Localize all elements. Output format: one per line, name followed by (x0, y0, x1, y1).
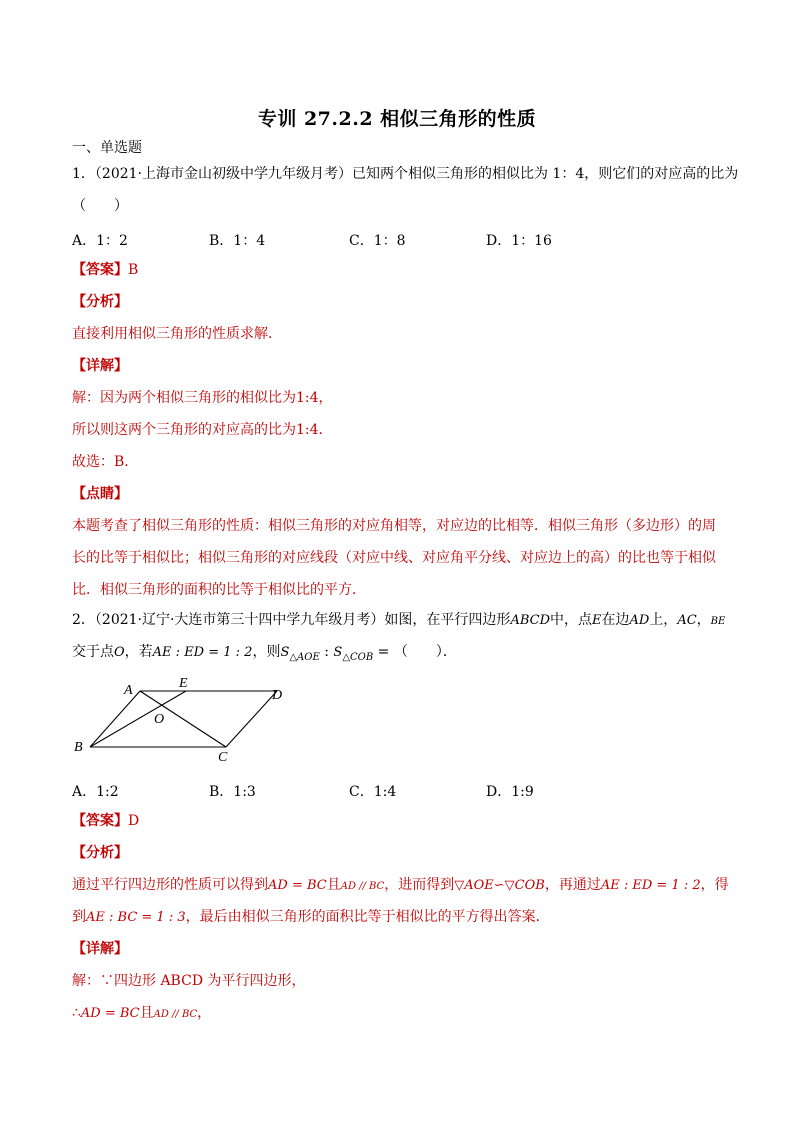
q2-stem-line2 (72, 644, 732, 666)
section-heading: 一、单选题 (72, 140, 142, 156)
q2-analysis-similar: ▽AOE∽▽COB (454, 878, 545, 893)
q1-comment-line2: 长的比等于相似比；相似三角形的对应线段（对应中线、对应角平分线、对应边上的高）的比也等于相似 (72, 550, 716, 566)
q2-stem-ad: AD (629, 613, 650, 628)
q2-option-b: B．1:3 (209, 784, 256, 800)
q2-detail-line2 (72, 1005, 732, 1023)
q2-stem-sub1: △AOE (289, 651, 320, 663)
q2-analysis-text-a: 通过平行四边形的性质可以得到 (72, 877, 268, 893)
q2-analysis-text-f: 到 (72, 909, 86, 925)
q2-answer (72, 813, 732, 829)
q2-analysis-ratio: AE : ED = 1 : 2 (600, 878, 701, 893)
segment-be (90, 691, 186, 747)
q2-stem-ratio: AE : ED = 1 : 2 (152, 645, 253, 660)
q2-stem-text-a: 2．（2021·辽宁·大连市第三十四中学九年级月考）如图，在平行四边形 (72, 612, 511, 628)
q2-detail-eq: AD = BC (80, 1006, 140, 1021)
q2-stem-comma: ， (696, 612, 711, 628)
label-o: O (154, 712, 165, 727)
q1-analysis-text: 直接利用相似三角形的性质求解． (72, 326, 282, 342)
q1-comment-label: 【点睛】 (72, 486, 128, 502)
label-b: B (74, 740, 83, 755)
q2-stem-text-e: 交于点 (72, 644, 114, 660)
q2-stem-abcd: ABCD (510, 613, 550, 628)
q2-stem-text-b: 中，点 (550, 612, 592, 628)
segment-dc (226, 691, 277, 747)
q2-analysis-parallel: AD // BC (340, 881, 385, 892)
q1-answer-label: 【答案】 (72, 262, 128, 278)
q2-stem-sub2: △COB (342, 651, 374, 663)
q2-detail-label: 【详解】 (72, 941, 128, 957)
label-c: C (218, 750, 228, 765)
q2-stem-colon: : (319, 644, 334, 660)
q1-answer-value: B (128, 262, 139, 278)
q2-answer-label: 【答案】 (72, 813, 128, 829)
q2-stem-s2: S (333, 645, 343, 660)
q2-detail-comma: ， (197, 1005, 212, 1021)
q2-analysis-ad-bc: AD = BC (268, 878, 327, 893)
q1-stem-line1: 1．（2021·上海市金山初级中学九年级月考）已知两个相似三角形的相似比为 1：4，则它们的对应高的比为 (72, 166, 739, 182)
q2-stem-be: BE (710, 616, 726, 627)
q1-option-d: D．1：16 (486, 233, 552, 249)
q2-analysis-label: 【分析】 (72, 845, 128, 861)
segment-ac (140, 691, 226, 747)
q2-detail-parallel: AD // BC (153, 1009, 198, 1020)
q1-detail-line3: 故选：B． (72, 454, 139, 470)
q2-stem-text-d: 上， (649, 612, 678, 628)
q2-detail-therefore: ∴ (72, 1005, 81, 1021)
q1-answer (72, 262, 732, 278)
q1-analysis-label: 【分析】 (72, 294, 128, 310)
q2-stem-text-h: = （ ）． (373, 644, 457, 660)
q2-detail-and: 且 (139, 1005, 154, 1021)
q2-answer-value: D (128, 813, 140, 829)
q2-stem-e: E (592, 613, 602, 628)
q1-option-b: B．1：4 (209, 233, 266, 249)
q1-option-c: C．1：8 (349, 233, 406, 249)
q2-stem-text-g: ，则 (252, 644, 281, 660)
q2-analysis-line2 (72, 909, 732, 926)
label-d: D (272, 688, 283, 703)
label-e: E (179, 676, 188, 691)
label-a: A (124, 683, 133, 698)
q2-analysis-text-e: ，得 (700, 877, 729, 893)
q2-stem-text-c: 在边 (601, 612, 630, 628)
q2-analysis-text-b: 且 (326, 877, 341, 893)
q1-comment-line3: 比．相似三角形的面积的比等于相似比的平方． (72, 582, 366, 598)
q2-option-c: C．1:4 (349, 784, 397, 800)
q2-options (72, 781, 732, 800)
segment-ba (90, 691, 140, 747)
q1-stem-line2: （ ） (72, 198, 128, 214)
q2-stem-s1: S (280, 645, 290, 660)
q1-detail-line1: 解：因为两个相似三角形的相似比为1:4， (72, 390, 333, 406)
q2-analysis-ratio2: AE : BC = 1 : 3 (86, 910, 186, 925)
q2-stem-o: O (114, 645, 125, 660)
q2-analysis-text-d: ，再通过 (544, 877, 601, 893)
q2-detail-line1: 解：∵四边形 ABCD 为平行四边形， (72, 973, 306, 989)
q2-option-d: D．1:9 (486, 784, 534, 800)
q2-stem-text-f: ，若 (124, 644, 153, 660)
q2-analysis-text-c: ，进而得到 (384, 877, 455, 893)
page-title: 专训 27.2.2 相似三角形的性质 (257, 108, 537, 130)
q2-option-a: A．1:2 (72, 784, 119, 800)
q1-detail-label: 【详解】 (72, 358, 128, 374)
q2-stem-line1 (72, 612, 732, 630)
q2-stem-ac: AC (677, 613, 697, 628)
parallelogram-figure (70, 675, 300, 770)
q1-options (72, 230, 732, 249)
q1-detail-line2: 所以则这两个三角形的对应高的比为1:4． (72, 422, 333, 438)
q2-analysis-line1 (72, 877, 732, 895)
q2-analysis-text-g: ，最后由相似三角形的面积比等于相似比的平方得出答案． (185, 909, 550, 925)
q1-option-a: A．1：2 (72, 233, 128, 249)
q1-comment-line1: 本题考查了相似三角形的性质：相似三角形的对应角相等，对应边的比相等．相似三角形（多边形）的周 (72, 518, 716, 534)
